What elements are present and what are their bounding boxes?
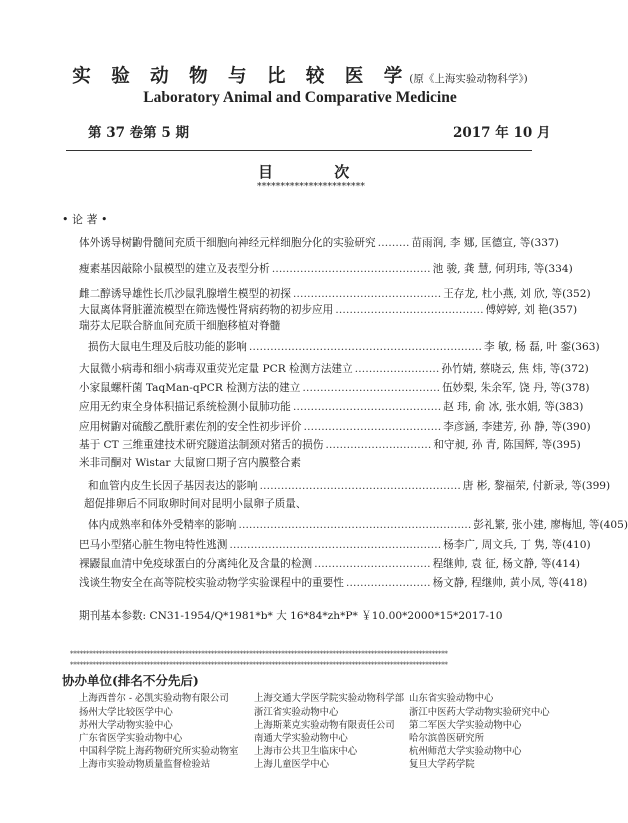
toc-entry-title: 浅谈生物安全在高等院校实验动物学实验课程中的重要性 xyxy=(79,577,344,589)
toc-leader: ……… xyxy=(377,236,410,249)
toc-entry-authors: 唐 彬, 黎福荣, 付新录, 等(399) xyxy=(462,480,611,492)
toc-leader: ………………………………… xyxy=(302,381,441,394)
toc-entry-title: 大鼠离体肾脏灌流模型在筛选慢性肾病药物的初步应用 xyxy=(79,304,334,316)
organizer-item: 上海市公共卫生临床中心 xyxy=(254,746,358,757)
toc-entry[interactable] xyxy=(79,398,584,415)
toc-entry-authors: 李彦涵, 李建芳, 孙 静, 等(390) xyxy=(443,421,591,433)
toc-entry-title: 应用树鼩对硫酸乙酰肝素佐剂的安全性初步评价 xyxy=(79,421,302,433)
organizer-item: 复旦大学药学院 xyxy=(409,759,475,770)
toc-entry-title: 和血管内皮生长因子基因表达的影响 xyxy=(88,480,258,492)
toc-entry-title-line1[interactable]: 瑞芬太尼联合脐血间充质干细胞移植对脊髓 xyxy=(79,320,281,332)
toc-leader: ………………………… xyxy=(325,438,432,451)
toc-leader: ………………………………………………………… xyxy=(238,518,472,531)
organizer-item: 广东省医学实验动物中心 xyxy=(79,733,183,744)
toc-entry-title: 损伤大鼠电生理及后肢功能的影响 xyxy=(88,341,247,353)
toc-title: 目 次 xyxy=(258,163,378,181)
toc-leader: ………………………………… xyxy=(303,420,442,433)
toc-entry[interactable] xyxy=(79,436,581,453)
toc-entry-authors: 杨文静, 程继帅, 黄小凤, 等(418) xyxy=(432,577,588,589)
toc-entry[interactable] xyxy=(79,536,591,553)
section-label: • 论 著 • xyxy=(62,213,108,226)
toc-entry-title: 小家鼠螺杆菌 TaqMan-qPCR 检测方法的建立 xyxy=(79,382,301,394)
toc-title-stars: *********************** xyxy=(257,182,366,192)
toc-entry-authors: 杨李广, 周文兵, 丁 隽, 等(410) xyxy=(443,539,591,551)
organizer-item: 南通大学实验动物中心 xyxy=(254,733,348,744)
star-separator: ********************************************************************************************************************** xyxy=(70,661,448,669)
toc-entry[interactable] xyxy=(79,260,573,277)
toc-leader: ………………………………………………… xyxy=(259,479,461,492)
toc-entry[interactable] xyxy=(79,285,591,302)
toc-entry[interactable] xyxy=(79,234,559,251)
organizer-item: 哈尔滨兽医研究所 xyxy=(409,733,485,744)
issue-date: 2017 年 10 月 xyxy=(453,125,551,141)
toc-leader: …………………… xyxy=(345,576,431,589)
toc-leader: …………………………………… xyxy=(292,400,442,413)
organizer-item: 杭州师范大学实验动物中心 xyxy=(409,746,522,757)
toc-entry[interactable] xyxy=(88,477,611,494)
toc-entry-title: 裸鼹鼠血清中免疫球蛋白的分离纯化及含量的检测 xyxy=(79,558,313,570)
star-separator: ********************************************************************************************************************** xyxy=(70,650,448,658)
organizer-item: 上海儿童医学中心 xyxy=(254,759,330,770)
organizer-item: 浙江省实验动物中心 xyxy=(254,707,339,718)
toc-entry-title: 基于 CT 三维重建技术研究隧道法制颈对猪舌的损伤 xyxy=(79,439,324,451)
toc-entry-authors: 傅婷婷, 刘 艳(357) xyxy=(485,304,578,316)
toc-entry[interactable] xyxy=(79,379,590,396)
header-divider xyxy=(66,150,532,151)
toc-entry[interactable] xyxy=(79,555,580,572)
toc-entry-title: 体内成熟率和体外受精率的影响 xyxy=(88,519,237,531)
organizer-item: 山东省实验动物中心 xyxy=(409,693,494,704)
toc-leader: …………………………………… xyxy=(292,287,442,300)
toc-entry[interactable] xyxy=(79,418,591,435)
toc-entry-title-line1[interactable]: 米非司酮对 Wistar 大鼠窗口期子宫内膜整合素 xyxy=(79,457,301,469)
organizer-item: 扬州大学比较医学中心 xyxy=(79,707,173,718)
toc-leader: ………………………………………………………… xyxy=(248,340,482,353)
toc-entry-title: 大鼠微小病毒和细小病毒双重荧光定量 PCR 检测方法建立 xyxy=(79,363,353,375)
toc-entry-title-line1[interactable]: 超促排卵后不同取卵时间对昆明小鼠卵子质量、 xyxy=(84,498,307,510)
organizer-item: 苏州大学动物实验中心 xyxy=(79,720,173,731)
organizer-item: 中国科学院上海药物研究所实验动物室 xyxy=(79,746,239,757)
toc-leader: …………………………… xyxy=(314,557,431,570)
toc-entry-authors: 赵 玮, 俞 冰, 张水娟, 等(383) xyxy=(443,401,584,413)
toc-entry[interactable] xyxy=(88,338,600,355)
organizer-item: 第二军医大学实验动物中心 xyxy=(409,720,522,731)
toc-entry-title: 雌二醇诱导雄性长爪沙鼠乳腺增生模型的初探 xyxy=(79,288,291,300)
journal-title-cn: 实 验 动 物 与 比 较 医 学 xyxy=(72,66,410,87)
toc-entry[interactable] xyxy=(79,360,589,377)
journal-title-en: Laboratory Animal and Comparative Medicine xyxy=(143,89,457,106)
journal-params: 期刊基本参数: CN31-1954/Q*1981*b* 大 16*84*zh*P* ￥10.00*2000*15*2017-10 xyxy=(79,610,503,622)
toc-leader: …………………… xyxy=(354,362,440,375)
toc-entry-title: 体外诱导树鼩骨髓间充质干细胞向神经元样细胞分化的实验研究 xyxy=(79,237,376,249)
volume-issue: 第 37 卷第 5 期 xyxy=(88,125,189,141)
toc-entry-authors: 彭礼繁, 张小建, 廖梅旭, 等(405) xyxy=(473,519,628,531)
toc-entry-title: 瘦素基因敲除小鼠模型的建立及表型分析 xyxy=(79,263,270,275)
organizers-title: 协办单位(排名不分先后) xyxy=(62,673,199,688)
toc-entry-authors: 孙竹婧, 蔡晓云, 焦 炜, 等(372) xyxy=(441,363,589,375)
toc-leader: ……………………………………… xyxy=(271,262,431,275)
toc-entry-authors: 李 敏, 杨 磊, 叶 銮(363) xyxy=(483,341,600,353)
toc-entry-title: 应用无约束全身体积描记系统检测小鼠肺功能 xyxy=(79,401,291,413)
journal-former-name: (原《上海实验动物科学》) xyxy=(409,73,528,85)
toc-leader: …………………………………… xyxy=(335,303,484,316)
toc-entry-title: 巴马小型猪心脏生物电特性逃测 xyxy=(79,539,228,551)
toc-entry[interactable] xyxy=(79,574,588,591)
organizer-item: 上海斯莱克实验动物有限责任公司 xyxy=(254,720,395,731)
toc-entry[interactable] xyxy=(79,301,578,318)
toc-entry-authors: 王存龙, 杜小燕, 刘 欣, 等(352) xyxy=(443,288,591,300)
organizer-item: 上海交通大学医学院实验动物科学部 xyxy=(254,693,405,704)
organizer-item: 上海西普尔 - 必凯实验动物有限公司 xyxy=(79,693,229,704)
toc-entry-authors: 苗雨润, 李 娜, 匡德宣, 等(337) xyxy=(411,237,559,249)
organizer-item: 浙江中医药大学动物实验研究中心 xyxy=(409,707,550,718)
toc-entry-authors: 伍妙梨, 朱余军, 饶 丹, 等(378) xyxy=(442,382,590,394)
toc-leader: …………………………………………………… xyxy=(229,538,442,551)
toc-entry[interactable] xyxy=(88,516,628,533)
organizer-item: 上海市实验动物质量监督检验站 xyxy=(79,759,211,770)
toc-entry-authors: 池 骏, 龚 慧, 何玥玮, 等(334) xyxy=(432,263,573,275)
toc-entry-authors: 和守昶, 孙 青, 陈国辉, 等(395) xyxy=(433,439,581,451)
toc-entry-authors: 程继帅, 袁 征, 杨文静, 等(414) xyxy=(432,558,580,570)
journal-title xyxy=(0,62,600,88)
